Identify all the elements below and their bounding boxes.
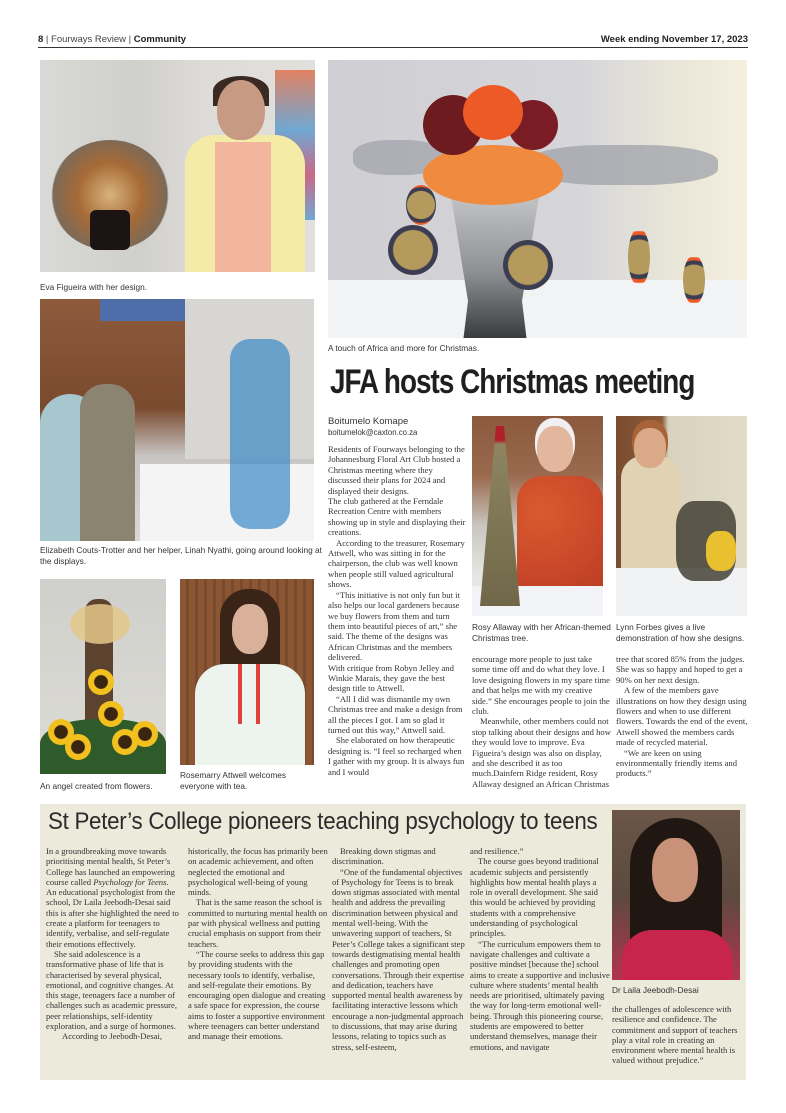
page-number: 8	[38, 33, 44, 45]
beaded-ornament	[628, 228, 650, 286]
psych-column-2	[188, 846, 328, 1042]
photo-lynn-forbes	[616, 416, 747, 616]
paragraph: The club gathered at the Ferndale Recreation Centre with members showing up in style and displaying their creations.	[328, 496, 466, 538]
psych-column-4	[470, 846, 610, 1052]
photo-caption: Eva Figueira with her design.	[40, 282, 147, 292]
publication-name: Fourways Review	[51, 33, 127, 45]
paragraph: Meanwhile, other members could not stop talking about their designs and how they would love to improve. Eva Figueira’s design was also on display, and she described it as too much.Dainfern Ridge resident, Rosy Allaway designed an African Christmas	[472, 716, 611, 789]
article-column-2	[472, 654, 612, 789]
header-left	[38, 34, 186, 45]
christmas-tree	[480, 426, 520, 606]
beaded-ornament	[406, 185, 436, 225]
section-name: Community	[133, 33, 187, 45]
paragraph: With critique from Robyn Jelley and Winkie Marais, they gave the best design title to Attwell.	[328, 662, 454, 694]
photo-dr-laila-jeebodh-desai	[612, 810, 740, 980]
photo-caption: Dr Laila Jeebodh-Desai	[612, 985, 699, 995]
beaded-ornament	[503, 240, 553, 290]
header-rule	[38, 47, 748, 48]
paragraph: the challenges of adolescence with resilience and confidence. The commitment and support of teachers play a vital role in creating an environment where mental health is valued without prejudice.”	[612, 1004, 738, 1066]
paragraph: Breaking down stigmas and discrimination.	[332, 846, 436, 867]
photo-rosemary-attwell	[180, 579, 314, 765]
paragraph: She said adolescence is a transformative phase of life that is characterised by several physical, emotional, and cognitive changes. At this stage, teenagers face a number of challenges such as academic pressure, peer relationships, self-identity exploration, and a surge of hormones.	[46, 948, 177, 1032]
paragraph: “The curriculum empowers them to navigate challenges and cultivate a positive mindset [because the] school aims to create a supportive and inclusive culture where students’ mental health needs are prioritised, ultimately paving the way for long-term emotional well-being. Through this pioneering course, students are empowered to better understand themselves, manage their emotions, and navigate	[470, 938, 610, 1052]
paragraph: That is the same reason the school is committed to nurturing mental health on par with physical wellness and putting crucial emphasis on support from their teachers.	[188, 897, 328, 949]
photo-eva-figueira	[40, 60, 315, 272]
course-title: Psychology for Teens	[93, 876, 167, 887]
issue-date: Week ending November 17, 2023	[600, 33, 748, 45]
beaded-ornament	[388, 225, 438, 275]
photo-caption: Lynn Forbes gives a live demonstration of how she designs.	[616, 622, 745, 643]
paragraph: tree that scored 85% from the judges. She was so happy and hoped to get a 90% on her next design.	[616, 654, 745, 685]
paragraph: The course goes beyond traditional academic subjects and persistently highlights how mental health plays a role in overall development. She said this would be achieved by providing students with a comprehensive understanding of psychological principles.	[470, 856, 599, 939]
psych-column-3	[332, 846, 468, 1052]
photo-caption: Rosemarry Attwell welcomes everyone with tea.	[180, 770, 287, 791]
author-email[interactable]: boitumelok@caxton.co.za	[328, 428, 418, 437]
sunflower	[98, 701, 124, 727]
paragraph: According to the treasurer, Rosemary Attwell, who was sitting in for the chairperson, the club was well known when people still valued agricultural shows.	[328, 537, 465, 590]
photo-caption: An angel created from flowers.	[40, 781, 153, 791]
byline	[328, 416, 417, 437]
person-figure	[80, 384, 135, 541]
sunflower	[65, 734, 91, 760]
photo-rosy-allaway	[472, 416, 603, 616]
author-name: Boitumelo Komape	[328, 416, 409, 427]
paragraph: Residents of Fourways belonging to the Johannesburg Floral Art Club hosted a Christmas meeting where they discussed their plans for 2024 and displayed their designs.	[328, 444, 465, 496]
article-column-1	[328, 444, 466, 777]
photo-flower-angel	[40, 579, 166, 774]
article-column-3	[616, 654, 750, 779]
page-header	[38, 32, 748, 46]
photo-caption: Rosy Allaway with her African-themed Christmas tree.	[472, 622, 611, 643]
paragraph: “One of the fundamental objectives of Psychology for Teens is to break down stigmas associated with mental health and address the prevailing discrimination between physical and mental well-being. With the unwavering support of teachers, St Peter’s College takes a significant step towards destigmatising mental health challenges and promoting open conversations. Through their expertise and dedication, teachers have supported mental health awareness by facilitating interactive lessons which encourage a non-judgmental approach to discussions, that may arise during lessons, relating to topics such as stress, self-esteem,	[332, 866, 465, 1052]
sunflower	[132, 721, 158, 747]
paragraph: “All I did was dismantle my own Christmas tree and make a design from all the pieces I got. I am so glad it turned out this way,” Attwell said.	[328, 693, 463, 735]
paragraph: An educational psychologist from the school, Dr Laila Jeebodh-Desai said this is after she highlighted the need to create a platform for teenagers to identify, verbalise, and self-regulate their emotions effectively.	[46, 887, 179, 949]
paragraph: According to Jeebodh-Desai,	[62, 1031, 162, 1042]
header-separator: |	[126, 33, 134, 45]
paragraph: A few of the members gave illustrations on how they design using flowers and when to use different flowers. Towards the end of the event, Atwell showed the members cards made of recycled material.	[616, 685, 748, 748]
photo-african-christmas-arrangement	[328, 60, 747, 338]
vase	[90, 210, 130, 250]
paragraph: encourage more people to just take some time off and do what they love. I love designing flowers in my spare time and that helps me with my creative side.” She encourages people to join the club.	[472, 654, 610, 717]
header-separator: |	[43, 33, 52, 45]
paragraph: “The course seeks to address this gap by providing students with the necessary tools to identify, verbalise, and self-regulate their emotions. By encouraging open dialogue and creating a safe space for expression, the course aims to foster a supportive environment where teenagers can better understand and manage their emotions.	[188, 948, 326, 1042]
beaded-ornament	[683, 255, 705, 305]
person-figure	[185, 80, 305, 272]
photo-elizabeth-and-linah	[40, 299, 314, 541]
photo-caption: Elizabeth Couts-Trotter and her helper, Linah Nyathi, going around looking at the displays.	[40, 545, 322, 566]
paragraph: and resilience.”	[470, 846, 524, 856]
photo-caption: A touch of Africa and more for Christmas.	[328, 343, 480, 353]
sunflower	[88, 669, 114, 695]
article-headline: St Peter’s College pioneers teaching psychology to teens	[48, 808, 598, 835]
article-headline: JFA hosts Christmas meeting	[330, 363, 695, 401]
paragraph: “This initiative is not only fun but it also helps our local gardeners because we buy flowers from them and turn them into beautiful pieces of art,” she said. The theme of the designs was African Christmas and the members delivered.	[328, 589, 460, 663]
psych-column-1	[46, 846, 184, 1042]
coral-display	[230, 339, 290, 529]
psych-column-5	[612, 1004, 746, 1066]
paragraph: “We are keen on using environmentally friendly items and products.”	[616, 747, 737, 779]
paragraph: historically, the focus has primarily been on academic achievement, and often neglected the emotional and psychological well-being of young minds.	[188, 846, 328, 898]
paragraph: She elaborated on how therapeutic designing is. “I feel so recharged when I gather with my group. It is always fun and I would	[328, 735, 465, 777]
paragraph: In a groundbreaking move towards prioritising mental health, St Peter’s College has launched an empowering course called Psychology for Teens.	[46, 846, 175, 887]
